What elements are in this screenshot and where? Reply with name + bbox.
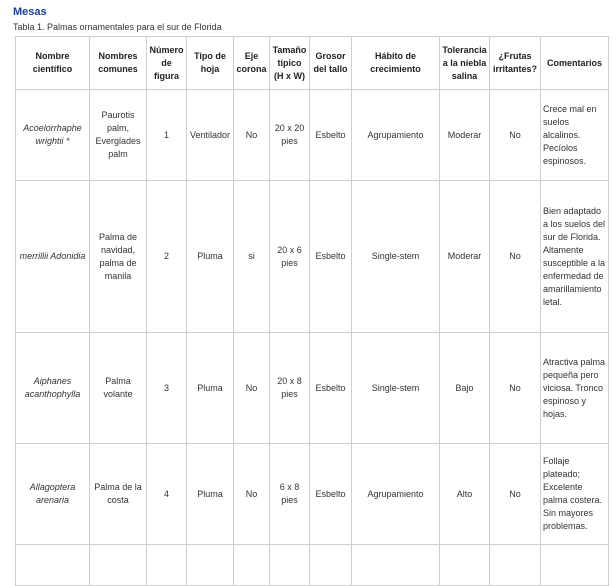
table-cell: Allagoptera arenaria: [16, 444, 90, 545]
table-cell: [440, 545, 490, 586]
table-cell: [16, 545, 90, 586]
table-row: [16, 333, 609, 444]
table-cell: Pluma: [187, 181, 234, 333]
table-header-row: [16, 37, 609, 90]
table-cell: merrillii Adonidia: [16, 181, 90, 333]
header-cell: Tipo de hoja: [187, 37, 234, 90]
table-cell: Single-stem: [352, 333, 440, 444]
table-cell: Acoelorrhaphe wrightii *: [16, 90, 90, 181]
table-cell: 20 x 20 pies: [270, 90, 310, 181]
header-cell: Eje corona: [234, 37, 270, 90]
table-cell: Esbelto: [310, 181, 352, 333]
table-cell: Esbelto: [310, 90, 352, 181]
table-cell: Alto: [440, 444, 490, 545]
table-cell: [310, 545, 352, 586]
table-cell: 3: [147, 333, 187, 444]
table-cell: [490, 545, 541, 586]
table-cell: 20 x 6 pies: [270, 181, 310, 333]
table-cell: Atractiva palma pequeña pero viciosa. Tronco espinoso y hojas.: [541, 333, 609, 444]
table-cell: si: [234, 181, 270, 333]
table-cell: Moderar: [440, 181, 490, 333]
table-cell: Moderar: [440, 90, 490, 181]
table-cell: Paurotis palm, Everglades palm: [90, 90, 147, 181]
header-cell: Hábito de crecimiento: [352, 37, 440, 90]
header-cell: Número de figura: [147, 37, 187, 90]
table-cell: [541, 545, 609, 586]
table-cell: No: [234, 444, 270, 545]
table-cell: Esbelto: [310, 444, 352, 545]
header-cell: Grosor del tallo: [310, 37, 352, 90]
header-cell: Tolerancia a la niebla salina: [440, 37, 490, 90]
section-title: Mesas: [13, 6, 47, 18]
table-cell: 2: [147, 181, 187, 333]
table-cell: Ventilador: [187, 90, 234, 181]
table-cell: Palma volante: [90, 333, 147, 444]
table-cell: Agrupamiento: [352, 444, 440, 545]
table-row: [16, 90, 609, 181]
table-cell: Pluma: [187, 333, 234, 444]
table-cell: 4: [147, 444, 187, 545]
table-cell: 6 x 8 pies: [270, 444, 310, 545]
table-cell: [352, 545, 440, 586]
header-cell: Tamaño típico (H x W): [270, 37, 310, 90]
header-cell: Comentarios: [541, 37, 609, 90]
table-cell: Palma de navidad, palma de manila: [90, 181, 147, 333]
table-row-partial: [16, 545, 609, 586]
table-cell: Pluma: [187, 444, 234, 545]
table-cell: No: [490, 90, 541, 181]
table-cell: [234, 545, 270, 586]
table-cell: No: [490, 333, 541, 444]
table-cell: Esbelto: [310, 333, 352, 444]
table-cell: 1: [147, 90, 187, 181]
table-cell: Bien adaptado a los suelos del sur de Florida. Altamente susceptible a la enfermedad de amarillamiento letal.: [541, 181, 609, 333]
table-cell: Agrupamiento: [352, 90, 440, 181]
table-cell: No: [490, 444, 541, 545]
table-cell: 20 x 8 pies: [270, 333, 310, 444]
table-cell: [187, 545, 234, 586]
table-caption: Tabla 1. Palmas ornamentales para el sur de Florida: [13, 22, 222, 32]
header-cell: Nombre científico: [16, 37, 90, 90]
table-cell: No: [490, 181, 541, 333]
table-cell: Bajo: [440, 333, 490, 444]
table-cell: Single-stem: [352, 181, 440, 333]
table-cell: No: [234, 333, 270, 444]
table-cell: Aiphanes acanthophylla: [16, 333, 90, 444]
table-cell: [270, 545, 310, 586]
table-cell: Palma de la costa: [90, 444, 147, 545]
header-cell: Nombres comunes: [90, 37, 147, 90]
table-row: [16, 444, 609, 545]
table-cell: Crece mal en suelos alcalinos. Pecíolos espinosos.: [541, 90, 609, 181]
header-cell: ¿Frutas irritantes?: [490, 37, 541, 90]
table-cell: Follaje plateado; Excelente palma costera. Sin mayores problemas.: [541, 444, 609, 545]
table-row: [16, 181, 609, 333]
table-cell: [147, 545, 187, 586]
table-cell: No: [234, 90, 270, 181]
table-cell: [90, 545, 147, 586]
palms-table: [15, 36, 609, 586]
